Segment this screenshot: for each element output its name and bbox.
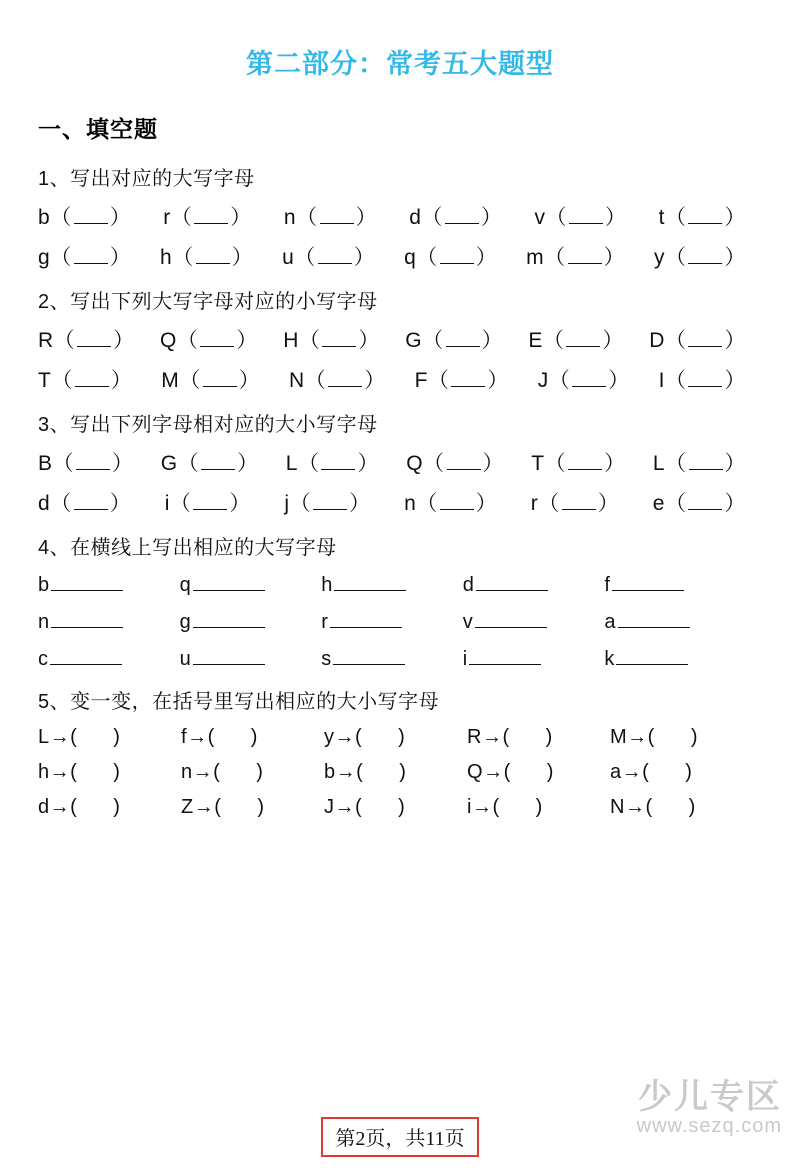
blank-field[interactable]: [74, 495, 108, 510]
answer-item[interactable]: c: [38, 648, 180, 671]
question-prompt: 5、变一变，在括号里写出相应的大小写字母: [38, 691, 440, 713]
answer-item[interactable]: n（ ）: [404, 492, 498, 515]
answer-item[interactable]: I（ ）: [658, 369, 746, 392]
answer-item[interactable]: j（ ）: [284, 492, 371, 515]
answer-item[interactable]: i（ ）: [164, 492, 251, 515]
blank-field[interactable]: [688, 209, 722, 224]
answer-item[interactable]: h（ ）: [160, 246, 254, 269]
blank-field[interactable]: [612, 575, 684, 591]
answer-item[interactable]: F（ ）: [414, 369, 509, 392]
answer-item[interactable]: g（ ）: [38, 246, 132, 269]
answer-item[interactable]: f→( ): [181, 726, 258, 748]
blank-field[interactable]: [203, 372, 237, 387]
answer-item[interactable]: m（ ）: [526, 246, 626, 269]
blank-field[interactable]: [318, 249, 352, 264]
question-prompt: 4、在横线上写出相应的大写字母: [38, 537, 337, 559]
blank-field[interactable]: [193, 612, 265, 628]
answer-item[interactable]: h→( ): [38, 761, 121, 783]
watermark-brand: 少儿专区: [638, 1078, 782, 1117]
answer-item[interactable]: n（ ）: [283, 206, 378, 229]
blank-field[interactable]: [51, 575, 123, 591]
answer-row: [38, 761, 754, 784]
answer-item[interactable]: a: [604, 611, 746, 634]
blank-field[interactable]: [568, 249, 602, 264]
answer-row: [38, 487, 746, 517]
answer-item[interactable]: d（ ）: [38, 492, 132, 515]
answer-item[interactable]: q: [180, 574, 322, 597]
answer-item[interactable]: H（ ）: [283, 329, 380, 352]
blank-field[interactable]: [74, 249, 108, 264]
answer-item[interactable]: r: [321, 611, 463, 634]
answer-row: [38, 324, 746, 354]
blank-field[interactable]: [77, 332, 111, 347]
blank-field[interactable]: [469, 649, 541, 665]
answer-item[interactable]: e（ ）: [652, 492, 746, 515]
section-heading: 一、填空题: [38, 116, 158, 142]
blank-field[interactable]: [50, 649, 122, 665]
blank-field[interactable]: [446, 332, 480, 347]
answer-item[interactable]: B（ ）: [38, 452, 134, 475]
answer-item[interactable]: r（ ）: [530, 492, 620, 515]
blank-field[interactable]: [688, 372, 722, 387]
question-block-1: [0, 162, 800, 271]
answer-item[interactable]: Q（ ）: [406, 452, 505, 475]
question-prompt: 3、写出下列字母相对应的大小写字母: [38, 414, 378, 436]
answer-item[interactable]: q（ ）: [404, 246, 498, 269]
blank-field[interactable]: [75, 372, 109, 387]
answer-item[interactable]: M→( ): [610, 726, 699, 748]
answer-row: [38, 611, 746, 634]
answer-item[interactable]: y→( ): [324, 726, 406, 748]
blank-field[interactable]: [196, 249, 230, 264]
blank-field[interactable]: [476, 575, 548, 591]
answer-item[interactable]: a→( ): [610, 761, 693, 783]
question-block-3: [0, 408, 800, 517]
answer-item[interactable]: b（ ）: [38, 206, 132, 229]
answer-item[interactable]: s: [321, 648, 463, 671]
blank-field[interactable]: [74, 209, 108, 224]
blank-field[interactable]: [475, 612, 547, 628]
blank-field[interactable]: [440, 249, 474, 264]
blank-field[interactable]: [193, 575, 265, 591]
blank-field[interactable]: [193, 495, 227, 510]
answer-item[interactable]: n→( ): [181, 761, 264, 783]
answer-row: [38, 726, 754, 749]
question-block-4: [0, 531, 800, 671]
answer-item[interactable]: d→( ): [38, 796, 121, 818]
answer-item[interactable]: Q（ ）: [160, 329, 258, 352]
answer-item[interactable]: y（ ）: [653, 246, 746, 269]
answer-item[interactable]: L（ ）: [285, 452, 379, 475]
answer-row: [38, 447, 746, 477]
answer-item[interactable]: G（ ）: [160, 452, 259, 475]
blank-field[interactable]: [566, 332, 600, 347]
page-footer: [0, 1117, 800, 1157]
blank-field[interactable]: [320, 209, 354, 224]
blank-field[interactable]: [568, 455, 602, 470]
blank-field[interactable]: [328, 372, 362, 387]
answer-item[interactable]: g: [180, 611, 322, 634]
blank-field[interactable]: [200, 332, 234, 347]
answer-item[interactable]: u（ ）: [282, 246, 376, 269]
blank-field[interactable]: [440, 495, 474, 510]
blank-field[interactable]: [688, 249, 722, 264]
answer-item[interactable]: f: [604, 574, 746, 597]
answer-item[interactable]: h: [321, 574, 463, 597]
answer-item[interactable]: n: [38, 611, 180, 634]
answer-item[interactable]: J→( ): [324, 796, 406, 818]
answer-item[interactable]: R（ ）: [38, 329, 135, 352]
answer-item[interactable]: d: [463, 574, 605, 597]
blank-field[interactable]: [447, 455, 481, 470]
blank-field[interactable]: [689, 455, 723, 470]
answer-item[interactable]: i: [463, 648, 605, 671]
answer-item[interactable]: N（ ）: [289, 369, 386, 392]
blank-field[interactable]: [569, 209, 603, 224]
question-prompt: 2、写出下列大写字母对应的小写字母: [38, 291, 378, 313]
answer-item[interactable]: t（ ）: [658, 206, 746, 229]
blank-field[interactable]: [688, 332, 722, 347]
answer-row: [38, 574, 746, 597]
answer-item[interactable]: Z→( ): [181, 796, 265, 818]
answer-row: [38, 201, 746, 231]
answer-row: [38, 241, 746, 271]
answer-item[interactable]: D（ ）: [649, 329, 746, 352]
page-number-badge: 第2页，共11页: [321, 1117, 478, 1157]
blank-field[interactable]: [445, 209, 479, 224]
watermark-url: www.sezq.com: [636, 1115, 782, 1137]
answer-item[interactable]: i→( ): [467, 796, 543, 818]
answer-item[interactable]: k: [604, 648, 746, 671]
answer-item[interactable]: r（ ）: [163, 206, 252, 229]
blank-field[interactable]: [313, 495, 347, 510]
answer-item[interactable]: d（ ）: [409, 206, 503, 229]
blank-field[interactable]: [572, 372, 606, 387]
answer-row: [38, 648, 746, 671]
answer-item[interactable]: T（ ）: [531, 452, 626, 475]
answer-item[interactable]: L→( ): [38, 726, 121, 748]
answer-item[interactable]: G（ ）: [405, 329, 504, 352]
answer-item[interactable]: b: [38, 574, 180, 597]
blank-field[interactable]: [330, 612, 402, 628]
page-title: 第二部分：常考五大题型: [246, 49, 554, 79]
answer-item[interactable]: M（ ）: [161, 369, 261, 392]
answer-item[interactable]: R→( ): [467, 726, 553, 748]
question-block-2: [0, 285, 800, 394]
blank-field[interactable]: [51, 612, 123, 628]
answer-row: [38, 796, 754, 819]
blank-field[interactable]: [688, 495, 722, 510]
blank-field[interactable]: [193, 649, 265, 665]
answer-item[interactable]: b→( ): [324, 761, 407, 783]
answer-row: [38, 364, 746, 394]
blank-field[interactable]: [616, 649, 688, 665]
blank-field[interactable]: [562, 495, 596, 510]
question-prompt: 1、写出对应的大写字母: [38, 168, 255, 190]
blank-field[interactable]: [451, 372, 485, 387]
answer-item[interactable]: v: [463, 611, 605, 634]
blank-field[interactable]: [333, 649, 405, 665]
answer-item[interactable]: E（ ）: [528, 329, 624, 352]
answer-item[interactable]: T（ ）: [38, 369, 133, 392]
question-block-5: [0, 685, 800, 819]
blank-field[interactable]: [322, 332, 356, 347]
answer-item[interactable]: Q→( ): [467, 761, 554, 783]
blank-field[interactable]: [618, 612, 690, 628]
blank-field[interactable]: [201, 455, 235, 470]
blank-field[interactable]: [321, 455, 355, 470]
blank-field[interactable]: [194, 209, 228, 224]
blank-field[interactable]: [334, 575, 406, 591]
answer-item[interactable]: N→( ): [610, 796, 696, 818]
answer-item[interactable]: J（ ）: [537, 369, 630, 392]
worksheet-page: [0, 42, 800, 1173]
answer-item[interactable]: L（ ）: [652, 452, 746, 475]
answer-item[interactable]: u: [180, 648, 322, 671]
answer-item[interactable]: v（ ）: [534, 206, 627, 229]
blank-field[interactable]: [76, 455, 110, 470]
